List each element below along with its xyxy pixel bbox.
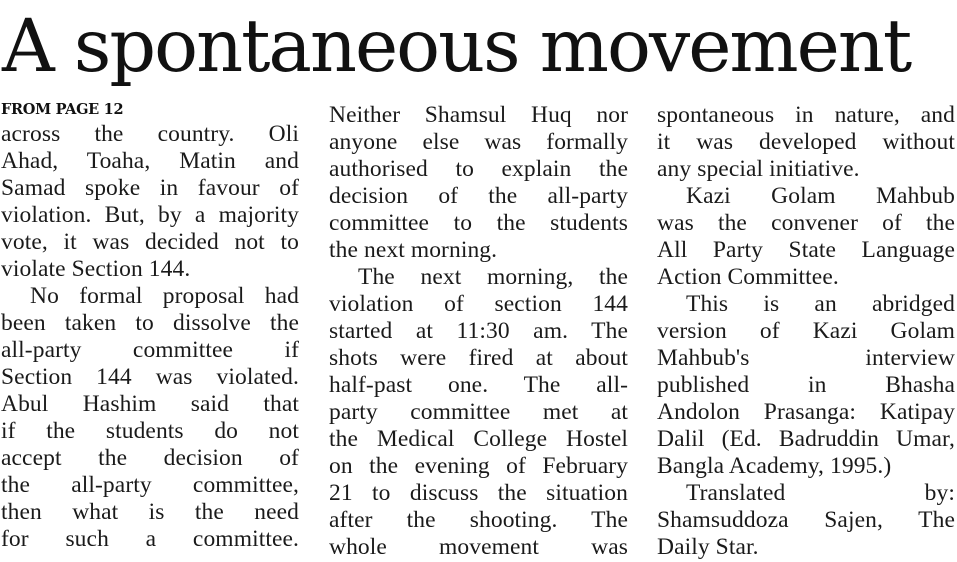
text-line: all-party committee if [1,337,299,363]
text-line: spontaneous in nature, and [657,102,955,128]
text-line: authorised to explain the [329,156,628,182]
text-line: party committee met at [329,399,628,425]
text-line: violation of section 144 [329,291,628,317]
text-line: violate Section 144. [1,256,191,282]
text-line: Section 144 was violated. [1,364,299,390]
text-line: shots were fired at about [329,345,628,371]
text-line: Andolon Prasanga: Katipay [657,399,955,425]
text-line: Shamsuddoza Sajen, The [657,507,955,533]
text-line: across the country. Oli [1,121,299,147]
text-line: The next morning, the [358,264,628,290]
text-line: Mahbub's interview [657,345,955,371]
text-line: Abul Hashim said that [1,391,299,417]
text-line: whole movement was [329,534,628,560]
text-line: No formal proposal had [30,283,299,309]
text-line: version of Kazi Golam [657,318,955,344]
text-line: Translated by: [686,480,955,506]
article-column-2 [329,102,628,561]
text-line: for such a committee. [1,526,299,552]
text-line: was the convener of the [657,210,955,236]
text-line: Action Committee. [657,264,839,290]
text-line: started at 11:30 am. The [329,318,628,344]
continuation-kicker: FROM PAGE 12 [1,101,124,118]
text-line: violation. But, by a majority [1,202,299,228]
text-line: This is an abridged [686,291,955,317]
text-line: half-past one. The all- [329,372,628,398]
article-column-1 [1,100,299,553]
text-line: Ahad, Toaha, Matin and [1,148,299,174]
text-line: accept the decision of [1,445,299,471]
text-line: Neither Shamsul Huq nor [329,102,628,128]
text-line: Samad spoke in favour of [1,175,299,201]
text-line: decision of the all-party [329,183,628,209]
text-line: 21 to discuss the situation [329,480,628,506]
text-line: vote, it was decided not to [1,229,299,255]
text-line: any special initiative. [657,156,860,182]
text-line: Kazi Golam Mahbub [686,183,955,209]
text-line: the next morning. [329,237,498,263]
text-line: been taken to dissolve the [1,310,299,336]
text-line: anyone else was formally [329,129,628,155]
text-line: after the shooting. The [329,507,628,533]
text-line: the all-party committee, [1,472,299,498]
text-line: All Party State Language [657,237,955,263]
text-line: Bangla Academy, 1995.) [657,453,892,479]
text-line: committee to the students [329,210,628,236]
article-column-3 [657,102,955,561]
text-line: on the evening of February [329,453,628,479]
text-line: then what is the need [1,499,299,525]
text-line: published in Bhasha [657,372,955,398]
text-line: Daily Star. [657,534,759,560]
headline: A spontaneous movement [2,4,911,89]
text-line: the Medical College Hostel [329,426,628,452]
text-line: if the students do not [1,418,299,444]
text-line: it was developed without [657,129,955,155]
text-line: Dalil (Ed. Badruddin Umar, [657,426,955,452]
